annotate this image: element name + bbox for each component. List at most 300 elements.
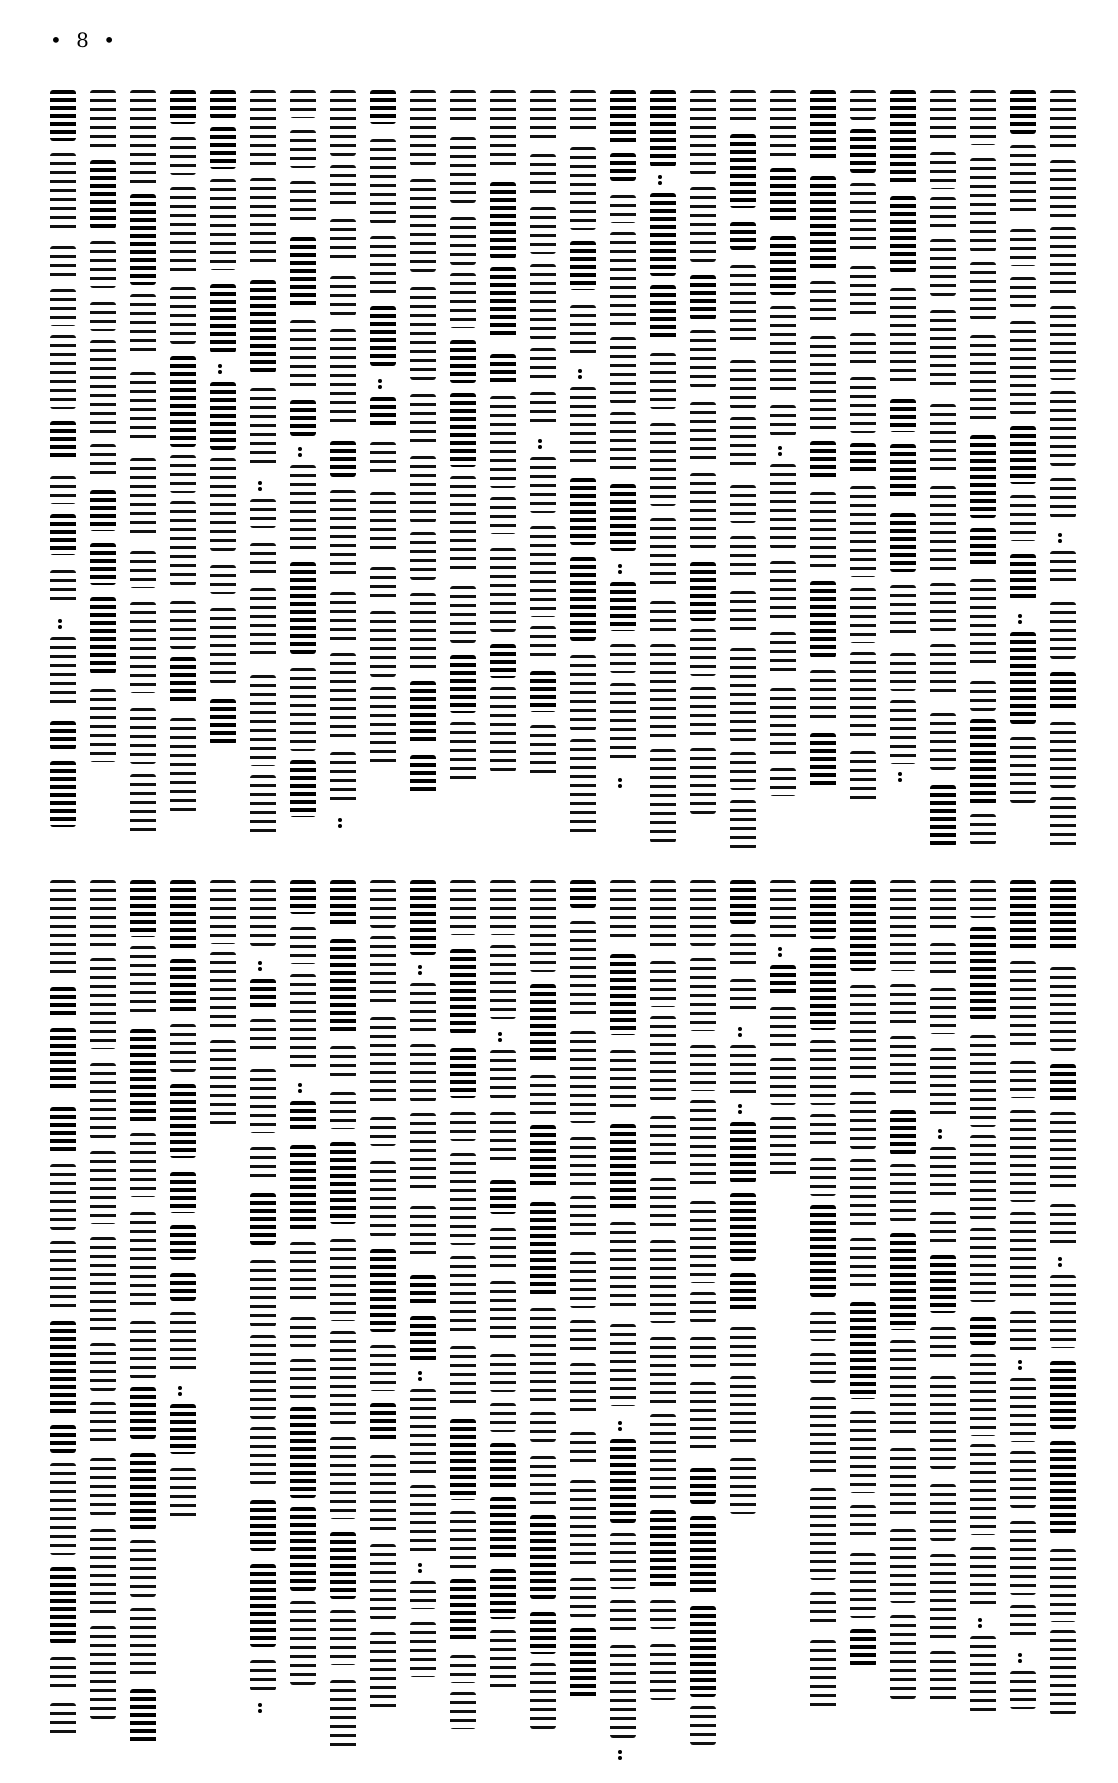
mongolian-word <box>50 1164 76 1230</box>
mongolian-word <box>970 1228 996 1302</box>
mongolian-word <box>930 486 956 575</box>
mongolian-word <box>90 543 116 585</box>
mongolian-word <box>930 404 956 476</box>
mongolian-word <box>890 1233 916 1330</box>
mongolian-word <box>490 1497 516 1560</box>
mongolian-word <box>890 1529 916 1603</box>
mongolian-word <box>1010 90 1036 134</box>
mongolian-word <box>690 275 716 320</box>
mongolian-word <box>690 880 716 946</box>
mongolian-word <box>250 775 276 838</box>
mongolian-word <box>690 629 716 676</box>
mongolian-word <box>490 1443 516 1489</box>
mongolian-word <box>410 681 436 744</box>
mongolian-word <box>50 90 76 141</box>
punctuation-mark <box>418 1371 428 1381</box>
mongolian-word <box>90 340 116 436</box>
mongolian-word <box>690 687 716 737</box>
mongolian-word <box>770 688 796 757</box>
mongolian-word <box>930 1376 956 1469</box>
mongolian-word <box>130 1133 156 1197</box>
mongolian-word <box>50 153 76 234</box>
mongolian-word <box>410 1485 436 1555</box>
mongolian-word <box>170 657 196 704</box>
mongolian-word <box>250 588 276 660</box>
text-column <box>450 90 480 850</box>
mongolian-word <box>530 1456 556 1506</box>
mongolian-word <box>890 700 916 764</box>
mongolian-word <box>1010 321 1036 415</box>
mongolian-word <box>970 1317 996 1345</box>
mongolian-word <box>930 239 956 296</box>
mongolian-word <box>690 1201 716 1283</box>
mongolian-word <box>130 551 156 588</box>
mongolian-word <box>570 557 596 641</box>
text-column <box>210 880 240 1190</box>
mongolian-word <box>370 397 396 427</box>
mongolian-word <box>530 457 556 513</box>
mongolian-word <box>610 1439 636 1523</box>
mongolian-word <box>930 644 956 698</box>
mongolian-word <box>930 1212 956 1247</box>
mongolian-word <box>210 458 236 551</box>
mongolian-word <box>810 441 836 480</box>
mongolian-word <box>570 1480 596 1570</box>
mongolian-word <box>1010 1605 1036 1638</box>
mongolian-word <box>290 880 316 914</box>
mongolian-word <box>170 959 196 1015</box>
mongolian-word <box>810 90 836 161</box>
mongolian-word <box>970 158 996 252</box>
mongolian-word <box>970 681 996 711</box>
mongolian-word <box>890 1110 916 1155</box>
mongolian-word <box>570 387 596 468</box>
mongolian-word <box>410 1113 436 1191</box>
mongolian-word <box>850 985 876 1081</box>
mongolian-word <box>850 266 876 318</box>
mongolian-word <box>610 90 636 145</box>
mongolian-word <box>610 195 636 223</box>
mongolian-word <box>250 1427 276 1485</box>
mongolian-word <box>530 1412 556 1442</box>
mongolian-word <box>850 1159 876 1227</box>
mongolian-word <box>250 178 276 266</box>
punctuation-mark <box>778 947 788 957</box>
mongolian-word <box>970 814 996 845</box>
mongolian-word <box>570 1578 596 1618</box>
mongolian-word <box>410 456 436 523</box>
mongolian-word <box>730 1045 756 1096</box>
mongolian-word <box>1050 1064 1076 1104</box>
mongolian-word <box>850 1629 876 1667</box>
mongolian-word <box>450 880 476 935</box>
mongolian-word <box>130 880 156 937</box>
mongolian-word <box>970 880 996 918</box>
mongolian-word <box>1050 1361 1076 1429</box>
mongolian-word <box>810 336 836 431</box>
mongolian-word <box>730 648 756 742</box>
mongolian-word <box>1050 306 1076 380</box>
mongolian-word <box>650 285 676 340</box>
text-column <box>130 90 160 850</box>
mongolian-word <box>170 1404 196 1454</box>
text-column <box>50 880 80 1750</box>
mongolian-word <box>530 154 556 198</box>
mongolian-word <box>810 948 836 1030</box>
punctuation-mark <box>178 1386 188 1396</box>
mongolian-word <box>610 337 636 404</box>
mongolian-word <box>730 536 756 581</box>
mongolian-word <box>930 943 956 975</box>
mongolian-word <box>290 1145 316 1231</box>
mongolian-word <box>570 1628 596 1700</box>
mongolian-word <box>770 561 796 621</box>
punctuation-mark <box>1018 1360 1028 1370</box>
mongolian-word <box>450 340 476 383</box>
mongolian-word <box>850 1238 876 1290</box>
mongolian-word <box>610 683 636 764</box>
mongolian-word <box>410 179 436 272</box>
mongolian-word <box>890 585 916 638</box>
mongolian-word <box>530 725 556 777</box>
mongolian-word <box>850 1411 876 1493</box>
mongolian-word <box>50 289 76 326</box>
mongolian-word <box>410 394 436 446</box>
mongolian-word <box>450 1579 476 1642</box>
text-column <box>370 90 400 850</box>
mongolian-word <box>730 222 756 250</box>
mongolian-word <box>850 588 876 643</box>
text-column <box>1010 90 1040 850</box>
punctuation-mark <box>58 619 68 629</box>
mongolian-word <box>570 1137 596 1188</box>
mongolian-word <box>970 719 996 805</box>
mongolian-word <box>1010 1061 1036 1098</box>
mongolian-word <box>370 1249 396 1332</box>
mongolian-word <box>170 356 196 447</box>
mongolian-word <box>50 987 76 1019</box>
mongolian-word <box>810 581 836 658</box>
text-column <box>290 880 320 1750</box>
mongolian-word <box>770 168 796 222</box>
text-column <box>370 880 400 1750</box>
punctuation-mark <box>258 961 268 971</box>
mongolian-word <box>210 90 236 119</box>
mongolian-word <box>930 785 956 847</box>
mongolian-word <box>810 492 836 569</box>
mongolian-word <box>170 187 196 277</box>
mongolian-word <box>730 360 756 409</box>
mongolian-word <box>1010 737 1036 803</box>
text-column <box>690 90 720 850</box>
mongolian-word <box>250 1069 276 1133</box>
mongolian-word <box>690 1100 716 1188</box>
mongolian-word <box>850 333 876 366</box>
mongolian-word <box>1010 495 1036 541</box>
mongolian-word <box>50 721 76 750</box>
punctuation-mark <box>978 1618 988 1628</box>
mongolian-word <box>570 1363 596 1417</box>
mongolian-word <box>1050 1112 1076 1191</box>
mongolian-word <box>250 1147 276 1182</box>
text-column <box>810 880 840 1750</box>
mongolian-word <box>370 236 396 295</box>
mongolian-word <box>1010 1311 1036 1352</box>
text-column <box>570 90 600 850</box>
mongolian-word <box>330 592 356 644</box>
mongolian-word <box>970 927 996 1020</box>
page-number: • 8 • <box>50 28 120 52</box>
mongolian-word <box>1010 426 1036 484</box>
text-column <box>930 90 960 850</box>
mongolian-word <box>730 1193 756 1261</box>
mongolian-word <box>850 652 876 739</box>
mongolian-word <box>370 1117 396 1146</box>
mongolian-word <box>50 476 76 504</box>
mongolian-word <box>770 880 796 939</box>
mongolian-word <box>730 485 756 523</box>
mongolian-word <box>810 1397 836 1475</box>
mongolian-word <box>250 1564 276 1647</box>
mongolian-word <box>90 490 116 531</box>
mongolian-word <box>650 1510 676 1588</box>
text-column <box>650 90 680 850</box>
text-column <box>250 880 280 1750</box>
mongolian-word <box>730 934 756 966</box>
mongolian-word <box>90 302 116 331</box>
mongolian-word <box>290 90 316 118</box>
mongolian-word <box>570 1252 596 1308</box>
mongolian-word <box>490 1281 516 1340</box>
mongolian-word <box>570 1432 596 1466</box>
text-column <box>650 880 680 1750</box>
mongolian-word <box>930 583 956 632</box>
mongolian-word <box>90 880 116 950</box>
punctuation-mark <box>1058 1257 1068 1267</box>
mongolian-word <box>490 1569 516 1619</box>
mongolian-word <box>570 241 596 290</box>
mongolian-word <box>730 90 756 124</box>
mongolian-word <box>50 1703 76 1736</box>
mongolian-word <box>370 90 396 124</box>
mongolian-word <box>770 632 796 676</box>
mongolian-word <box>130 602 156 693</box>
mongolian-word <box>810 1312 836 1341</box>
text-column <box>490 90 520 850</box>
mongolian-word <box>970 335 996 424</box>
punctuation-mark <box>418 965 428 975</box>
text-column <box>770 90 800 850</box>
mongolian-word <box>50 1567 76 1644</box>
mongolian-text-block <box>40 90 1080 1750</box>
mongolian-word <box>810 880 836 939</box>
mongolian-word <box>370 1632 396 1712</box>
mongolian-word <box>290 1507 316 1591</box>
mongolian-word <box>450 949 476 1034</box>
mongolian-word <box>610 1324 636 1406</box>
mongolian-word <box>330 1046 356 1078</box>
text-column <box>290 90 320 850</box>
mongolian-word <box>1050 1630 1076 1715</box>
mongolian-word <box>450 722 476 785</box>
mongolian-word <box>650 1337 676 1406</box>
mongolian-word <box>90 1237 116 1333</box>
mongolian-word <box>170 1024 196 1072</box>
mongolian-word <box>930 1255 956 1313</box>
mongolian-word <box>330 939 356 1035</box>
mongolian-word <box>930 1048 956 1119</box>
punctuation-mark <box>498 1032 508 1042</box>
mongolian-word <box>650 518 676 590</box>
mongolian-word <box>690 473 716 549</box>
mongolian-word <box>530 1515 556 1599</box>
mongolian-word <box>530 348 556 382</box>
mongolian-word <box>330 276 356 316</box>
punctuation-mark <box>618 1750 628 1760</box>
mongolian-word <box>1010 145 1036 215</box>
punctuation-mark <box>298 1083 308 1093</box>
mongolian-word <box>130 1212 156 1309</box>
punctuation-mark <box>1018 614 1028 624</box>
punctuation-mark <box>258 481 268 491</box>
mongolian-word <box>570 478 596 545</box>
mongolian-word <box>970 1636 996 1713</box>
mongolian-word <box>170 1084 196 1158</box>
mongolian-word <box>570 1320 596 1353</box>
mongolian-word <box>1010 277 1036 308</box>
text-column <box>210 90 240 850</box>
mongolian-word <box>650 353 676 409</box>
mongolian-word <box>1010 1212 1036 1300</box>
mongolian-word <box>330 1680 356 1750</box>
mongolian-word <box>370 1403 396 1443</box>
mongolian-word <box>770 1117 796 1178</box>
mongolian-word <box>610 1645 636 1738</box>
mongolian-word <box>290 181 316 222</box>
mongolian-word <box>1050 1275 1076 1348</box>
mongolian-word <box>130 90 156 186</box>
mongolian-word <box>250 1193 276 1245</box>
mongolian-word <box>690 958 716 1031</box>
mongolian-word <box>650 1600 676 1629</box>
mongolian-word <box>850 880 876 971</box>
mongolian-word <box>570 305 596 355</box>
mongolian-word <box>770 405 796 436</box>
mongolian-word <box>290 668 316 751</box>
punctuation-mark <box>618 778 628 788</box>
mongolian-word <box>690 1045 716 1091</box>
mongolian-word <box>410 593 436 672</box>
mongolian-word <box>450 273 476 328</box>
mongolian-word <box>290 400 316 436</box>
mongolian-word <box>370 1161 396 1237</box>
mongolian-word <box>170 1273 196 1301</box>
mongolian-word <box>370 687 396 768</box>
punctuation-mark <box>618 1421 628 1431</box>
mongolian-word <box>770 1007 796 1049</box>
mongolian-word <box>890 1615 916 1699</box>
mongolian-word <box>610 232 636 329</box>
mongolian-word <box>490 396 516 488</box>
punctuation-mark <box>618 564 628 574</box>
mongolian-word <box>970 1354 996 1436</box>
mongolian-word <box>490 1403 516 1432</box>
mongolian-word <box>1010 229 1036 266</box>
mongolian-word <box>370 139 396 224</box>
mongolian-word <box>450 1153 476 1245</box>
punctuation-mark <box>1018 1653 1028 1663</box>
mongolian-word <box>810 1158 836 1196</box>
mongolian-word <box>370 1017 396 1103</box>
mongolian-word <box>530 880 556 972</box>
mongolian-word <box>810 1205 836 1297</box>
mongolian-word <box>50 1657 76 1691</box>
mongolian-word <box>130 458 156 537</box>
mongolian-word <box>130 774 156 837</box>
mongolian-word <box>610 1600 636 1632</box>
mongolian-word <box>450 1346 476 1409</box>
mongolian-word <box>290 1101 316 1131</box>
mongolian-word <box>570 1196 596 1237</box>
mongolian-word <box>890 288 916 385</box>
mongolian-word <box>250 979 276 1009</box>
punctuation-mark <box>658 175 668 185</box>
mongolian-word <box>370 442 396 478</box>
mongolian-word <box>410 1206 436 1260</box>
mongolian-word <box>370 880 396 928</box>
mongolian-word <box>650 193 676 276</box>
mongolian-word <box>890 1448 916 1519</box>
mongolian-word <box>610 1124 636 1212</box>
mongolian-word <box>50 880 76 976</box>
mongolian-word <box>170 137 196 175</box>
mongolian-word <box>810 1640 836 1709</box>
mongolian-word <box>250 675 276 766</box>
mongolian-word <box>930 152 956 189</box>
mongolian-word <box>490 687 516 772</box>
mongolian-word <box>610 1050 636 1109</box>
mongolian-word <box>730 1122 756 1183</box>
mongolian-word <box>210 608 236 684</box>
mongolian-word <box>530 207 556 254</box>
mongolian-word <box>290 927 316 964</box>
mongolian-word <box>490 182 516 259</box>
mongolian-word <box>250 388 276 469</box>
mongolian-word <box>1010 1451 1036 1508</box>
mongolian-word <box>50 1107 76 1153</box>
mongolian-word <box>970 528 996 566</box>
mongolian-word <box>450 1511 476 1570</box>
mongolian-word <box>90 1151 116 1224</box>
mongolian-word <box>890 653 916 691</box>
mongolian-word <box>610 880 636 939</box>
mongolian-word <box>170 455 196 493</box>
mongolian-word <box>650 1644 676 1700</box>
mongolian-word <box>450 1655 476 1683</box>
mongolian-word <box>50 514 76 555</box>
mongolian-word <box>970 1035 996 1127</box>
mongolian-word <box>930 1484 956 1541</box>
mongolian-word <box>570 655 596 731</box>
text-column <box>850 880 880 1750</box>
mongolian-word <box>130 294 156 357</box>
mongolian-word <box>370 1455 396 1533</box>
mongolian-word <box>730 979 756 1013</box>
mongolian-word <box>130 1540 156 1597</box>
mongolian-word <box>930 197 956 231</box>
mongolian-word <box>650 1178 676 1230</box>
mongolian-word <box>1010 1378 1036 1442</box>
